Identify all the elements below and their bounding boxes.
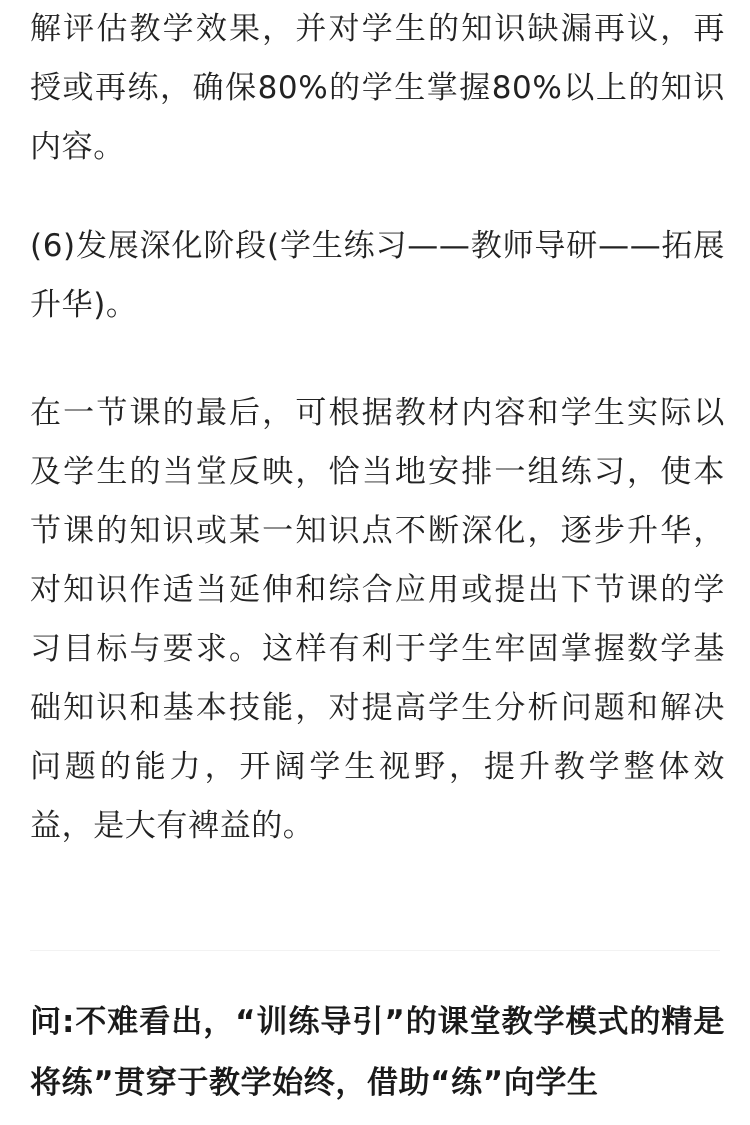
paragraph-evaluation: 解评估教学效果，并对学生的知识缺漏再议，再授或再练，确保80%的学生掌握80%以上的知识内容。 bbox=[30, 11, 725, 165]
paragraph-stage-description: 在一节课的最后，可根据教材内容和学生实际以及学生的当堂反映，恰当地安排一组练习，使本节课的知识或某一知识点不断深化，逐步升华，对知识作适当延伸和综合应用或提出下节课的学习目标与要求。这样有利于学生牢固掌握数学基础知识和基本技能，对提高学生分析问题和解决问题的能力，开阔学生视野，提升教学整体效益，是大有裨益的。 bbox=[30, 395, 725, 844]
question-paragraph: 问:不难看出，“训练导引”的课堂教学模式的精是将练”贯穿于教学始终，借助“练”向学生 bbox=[30, 1004, 725, 1101]
section-divider bbox=[30, 950, 720, 951]
paragraph-stage-heading: (6)发展深化阶段(学生练习——教师导研——拓展升华)。 bbox=[30, 228, 725, 323]
